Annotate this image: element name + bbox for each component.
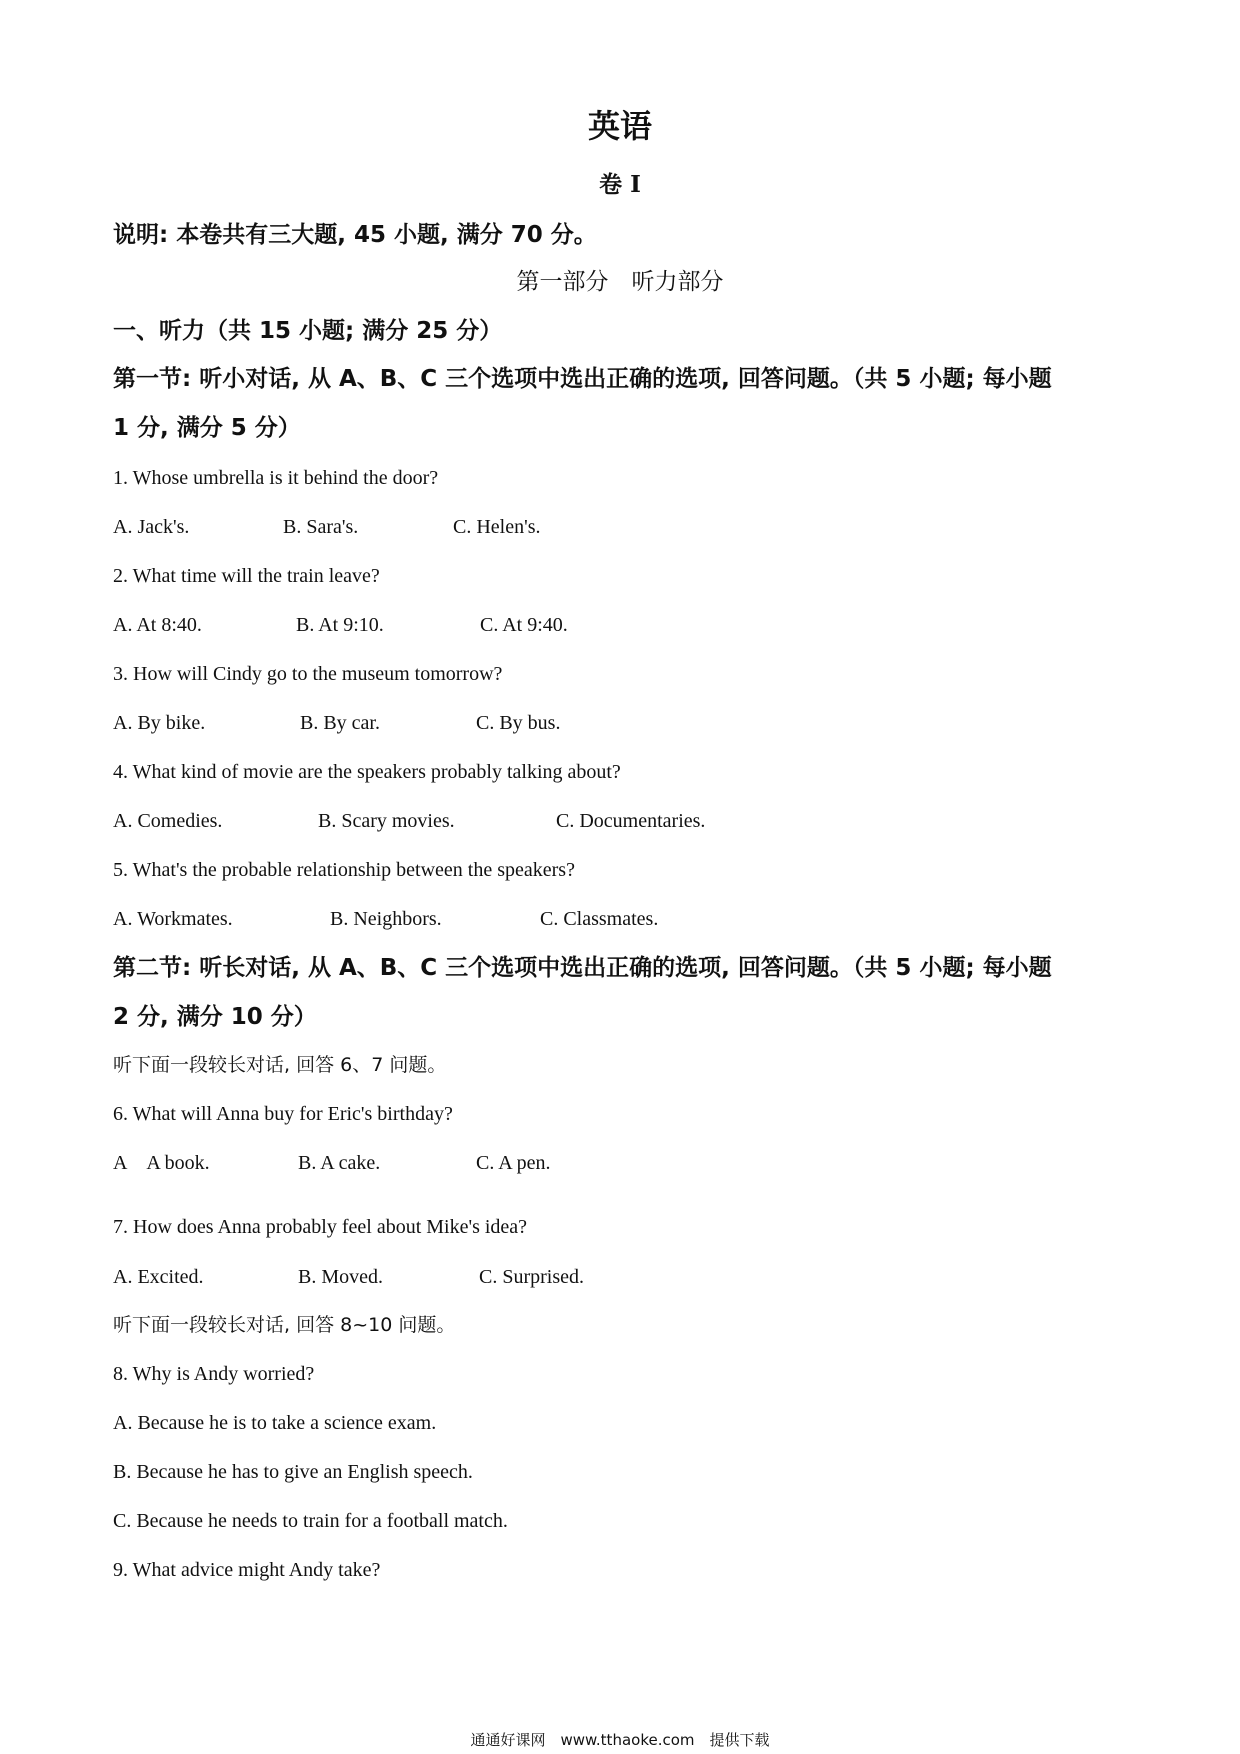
question-3: 3. How will Cindy go to the museum tomorrow?: [113, 663, 503, 685]
question-7: 7. How does Anna probably feel about Mike's idea?: [113, 1216, 528, 1238]
q5-option-a: A. Workmates.: [113, 908, 233, 930]
listening-section-heading: 一、听力（共 15 小题; 满分 25 分）: [113, 318, 503, 344]
question-8: 8. Why is Andy worried?: [113, 1363, 315, 1385]
q5-option-c: C. Classmates.: [540, 908, 659, 930]
exam-note: 说明: 本卷共有三大题, 45 小题, 满分 70 分。: [113, 222, 597, 248]
question-1: 1. Whose umbrella is it behind the door?: [113, 467, 439, 489]
q7-option-c: C. Surprised.: [479, 1266, 584, 1288]
q8-option-a: A. Because he is to take a science exam.: [113, 1412, 437, 1434]
q3-option-a: A. By bike.: [113, 712, 206, 734]
question-9: 9. What advice might Andy take?: [113, 1559, 381, 1581]
q7-option-a: A. Excited.: [113, 1266, 204, 1288]
q6-option-a: A A book.: [113, 1152, 210, 1174]
q1-option-c: C. Helen's.: [453, 516, 541, 538]
q8-option-c: C. Because he needs to train for a football match.: [113, 1510, 508, 1532]
q2-option-b: B. At 9:10.: [296, 614, 384, 636]
q6-option-c: C. A pen.: [476, 1152, 551, 1174]
question-2: 2. What time will the train leave?: [113, 565, 380, 587]
footer-credit: 通通好课网 www.tthaoke.com 提供下载: [470, 1731, 770, 1749]
q4-option-b: B. Scary movies.: [318, 810, 455, 832]
dialogue-intro-8-10: 听下面一段较长对话, 回答 8~10 问题。: [113, 1314, 456, 1336]
section2-title-line2: 2 分, 满分 10 分）: [113, 1004, 317, 1030]
q4-option-a: A. Comedies.: [113, 810, 223, 832]
section1-title-line1: 第一节: 听小对话, 从 A、B、C 三个选项中选出正确的选项, 回答问题。（共 5 小题; 每小题: [113, 366, 1052, 392]
q8-option-b: B. Because he has to give an English speech.: [113, 1461, 473, 1483]
q1-option-a: A. Jack's.: [113, 516, 190, 538]
volume-label: 卷 I: [599, 171, 641, 198]
q4-option-c: C. Documentaries.: [556, 810, 706, 832]
q1-option-b: B. Sara's.: [283, 516, 359, 538]
part-title: 第一部分 听力部分: [516, 269, 724, 295]
q3-option-b: B. By car.: [300, 712, 380, 734]
q6-option-b: B. A cake.: [298, 1152, 381, 1174]
section1-title-line2: 1 分, 满分 5 分）: [113, 415, 301, 441]
q2-option-c: C. At 9:40.: [480, 614, 568, 636]
section2-title-line1: 第二节: 听长对话, 从 A、B、C 三个选项中选出正确的选项, 回答问题。（共 5 小题; 每小题: [113, 955, 1052, 981]
q3-option-c: C. By bus.: [476, 712, 561, 734]
question-6: 6. What will Anna buy for Eric's birthday?: [113, 1103, 453, 1125]
question-4: 4. What kind of movie are the speakers probably talking about?: [113, 761, 621, 783]
q5-option-b: B. Neighbors.: [330, 908, 442, 930]
page-title: 英语: [587, 107, 652, 145]
question-5: 5. What's the probable relationship between the speakers?: [113, 859, 575, 881]
q7-option-b: B. Moved.: [298, 1266, 383, 1288]
q2-option-a: A. At 8:40.: [113, 614, 202, 636]
dialogue-intro-6-7: 听下面一段较长对话, 回答 6、7 问题。: [113, 1054, 447, 1076]
